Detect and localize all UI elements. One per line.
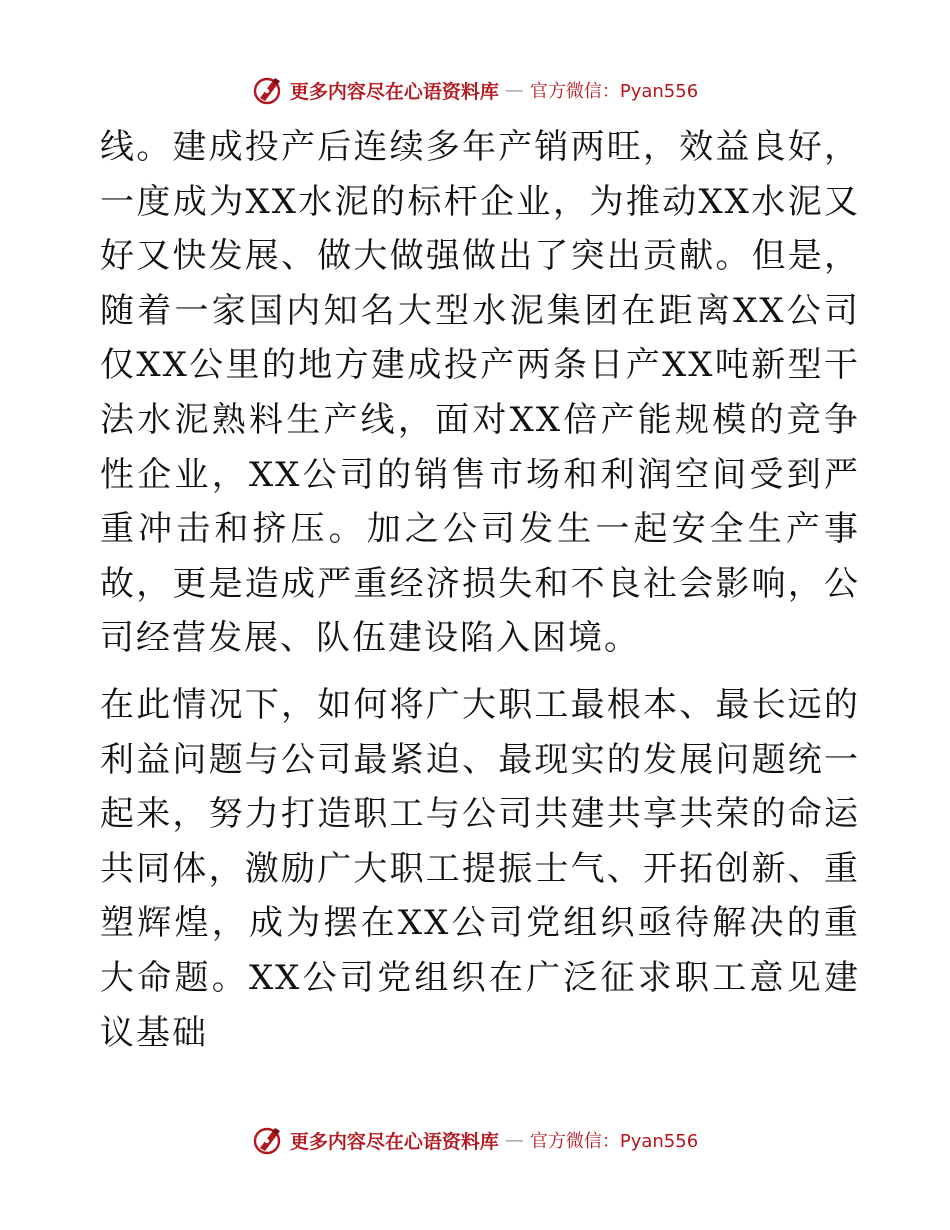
document-body xyxy=(100,120,860,1060)
body-paragraph-1: 线。建成投产后连续多年产销两旺，效益良好，一度成为XX水泥的标杆企业，为推动XX水泥又好又快发展、做大做强做出了突出贡献。但是，随着一家国内知名大型水泥集团在距离XX公司仅XX公里的地方建成投产两条日产XX吨新型干法水泥熟料生产线，面对XX倍产能规模的竞争性企业，XX公司的销售市场和利润空间受到严重冲击和挤压。加之公司发生一起安全生产事故，更是造成严重经济损失和不良社会影响，公司经营发展、队伍建设陷入困境。 xyxy=(100,127,860,659)
footer-brand-text: 更多内容尽在心语资料库 xyxy=(289,1130,499,1153)
pen-logo-icon xyxy=(252,74,284,106)
footer-banner xyxy=(0,1122,950,1158)
header-brand-text: 更多内容尽在心语资料库 xyxy=(289,80,499,103)
pen-logo-icon xyxy=(252,1124,284,1156)
header-banner xyxy=(0,72,950,108)
header-wechat-text: 官方微信：Pyan556 xyxy=(529,81,699,102)
footer-wechat-text: 官方微信：Pyan556 xyxy=(529,1131,699,1152)
footer-separator: — xyxy=(504,1129,524,1151)
header-separator: — xyxy=(504,79,524,101)
body-paragraph-2: 在此情况下，如何将广大职工最根本、最长远的利益问题与公司最紧迫、最现实的发展问题统一起来，努力打造职工与公司共建共享共荣的命运共同体，激励广大职工提振士气、开拓创新、重塑辉煌，成为摆在XX公司党组织亟待解决的重大命题。XX公司党组织在广泛征求职工意见建议基础 xyxy=(100,684,860,1053)
